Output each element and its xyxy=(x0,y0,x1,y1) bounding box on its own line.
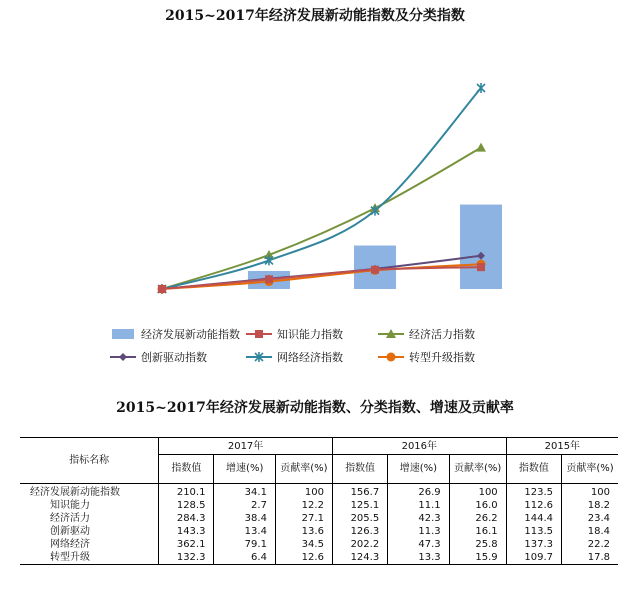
year-header-2015: 2015年 xyxy=(506,438,618,455)
table-cell: 16.1 xyxy=(449,525,506,538)
table-cell: 26.9 xyxy=(388,484,449,500)
table-title: 2015~2017年经济发展新动能指数、分类指数、增速及贡献率 xyxy=(116,400,514,416)
table-cell: 34.5 xyxy=(275,538,332,551)
row-name: 经济活力 xyxy=(50,513,90,524)
legend-marker xyxy=(119,353,127,361)
table-cell: 12.6 xyxy=(275,551,332,565)
table-cell: 13.6 xyxy=(275,525,332,538)
row-name: 知识能力 xyxy=(50,500,90,511)
table-row xyxy=(20,525,618,538)
col-header: 增速(%) xyxy=(214,455,275,484)
bar-2017 xyxy=(460,205,502,289)
table-cell: 137.3 xyxy=(506,538,561,551)
index-table xyxy=(20,437,618,565)
legend-label: 创新驱动指数 xyxy=(141,351,207,364)
table-cell: 125.1 xyxy=(332,499,387,512)
table-cell: 112.6 xyxy=(506,499,561,512)
legend-label: 知识能力指数 xyxy=(277,328,343,341)
legend-swatch xyxy=(376,351,406,363)
square-point xyxy=(265,275,273,283)
table-cell: 6.4 xyxy=(214,551,275,565)
legend-marker xyxy=(255,330,263,338)
legend-item xyxy=(108,349,207,365)
table-cell: 34.1 xyxy=(214,484,275,500)
row-name: 网络经济 xyxy=(50,539,90,550)
table-row xyxy=(20,484,618,500)
legend-swatch xyxy=(244,351,274,363)
year-header-2016: 2016年 xyxy=(332,438,506,455)
legend-item xyxy=(376,349,475,365)
table-cell: 16.0 xyxy=(449,499,506,512)
legend-swatch xyxy=(108,328,138,340)
table-cell: 100 xyxy=(562,484,619,500)
table-cell: 123.5 xyxy=(506,484,561,500)
table-cell: 17.8 xyxy=(562,551,619,565)
legend-item xyxy=(244,326,343,342)
col-header: 贡献率(%) xyxy=(275,455,332,484)
year-header-2017: 2017年 xyxy=(159,438,333,455)
table-cell: 2.7 xyxy=(214,499,275,512)
row-name: 经济发展新动能指数 xyxy=(30,487,120,498)
legend-item xyxy=(108,326,240,342)
table-row xyxy=(20,512,618,525)
table-cell: 109.7 xyxy=(506,551,561,565)
legend-marker xyxy=(387,353,396,362)
col-header: 指数值 xyxy=(159,455,214,484)
table-cell: 22.2 xyxy=(562,538,619,551)
legend-swatch xyxy=(108,351,138,363)
table-cell: 144.4 xyxy=(506,512,561,525)
row-name: 创新驱动 xyxy=(50,526,90,537)
chart-title: 2015~2017年经济发展新动能指数及分类指数 xyxy=(165,8,465,24)
table-cell: 284.3 xyxy=(159,512,214,525)
square-point xyxy=(477,263,485,271)
table-cell: 13.4 xyxy=(214,525,275,538)
table-cell: 132.3 xyxy=(159,551,214,565)
triangle-point xyxy=(476,143,486,152)
table-cell: 18.4 xyxy=(562,525,619,538)
table-row xyxy=(20,538,618,551)
legend-swatch xyxy=(244,328,274,340)
legend-label: 经济发展新动能指数 xyxy=(141,328,240,341)
table-cell: 113.5 xyxy=(506,525,561,538)
square-point xyxy=(371,266,379,274)
table-row xyxy=(20,499,618,512)
table-cell: 128.5 xyxy=(159,499,214,512)
legend-item xyxy=(376,326,475,342)
star-point xyxy=(477,83,485,93)
table-cell: 47.3 xyxy=(388,538,449,551)
legend-label: 网络经济指数 xyxy=(277,351,343,364)
col-header: 指数值 xyxy=(332,455,387,484)
table-cell: 205.5 xyxy=(332,512,387,525)
legend-swatch xyxy=(376,328,406,340)
legend-label: 转型升级指数 xyxy=(409,351,475,364)
col-header: 增速(%) xyxy=(388,455,449,484)
table-row xyxy=(20,551,618,565)
row-name: 转型升级 xyxy=(20,551,159,565)
table-cell: 15.9 xyxy=(449,551,506,565)
legend-item xyxy=(244,349,343,365)
table-cell: 79.1 xyxy=(214,538,275,551)
table-cell: 124.3 xyxy=(332,551,387,565)
table-cell: 143.3 xyxy=(159,525,214,538)
table-cell: 38.4 xyxy=(214,512,275,525)
legend-label: 经济活力指数 xyxy=(409,328,475,341)
table-cell: 202.2 xyxy=(332,538,387,551)
col-header: 贡献率(%) xyxy=(562,455,619,484)
table-cell: 12.2 xyxy=(275,499,332,512)
square-point xyxy=(158,285,166,293)
col-header: 贡献率(%) xyxy=(449,455,506,484)
table-cell: 18.2 xyxy=(562,499,619,512)
table-cell: 26.2 xyxy=(449,512,506,525)
col-header: 指数值 xyxy=(506,455,561,484)
table-cell: 210.1 xyxy=(159,484,214,500)
table-cell: 100 xyxy=(449,484,506,500)
table-cell: 362.1 xyxy=(159,538,214,551)
line-star xyxy=(162,88,481,289)
table-cell: 11.1 xyxy=(388,499,449,512)
table-cell: 23.4 xyxy=(562,512,619,525)
table-cell: 42.3 xyxy=(388,512,449,525)
table-cell: 25.8 xyxy=(449,538,506,551)
table-cell: 126.3 xyxy=(332,525,387,538)
table-cell: 100 xyxy=(275,484,332,500)
table-cell: 156.7 xyxy=(332,484,387,500)
table-cell: 27.1 xyxy=(275,512,332,525)
table-cell: 13.3 xyxy=(388,551,449,565)
name-header: 指标名称 xyxy=(20,438,159,484)
table-cell: 11.3 xyxy=(388,525,449,538)
